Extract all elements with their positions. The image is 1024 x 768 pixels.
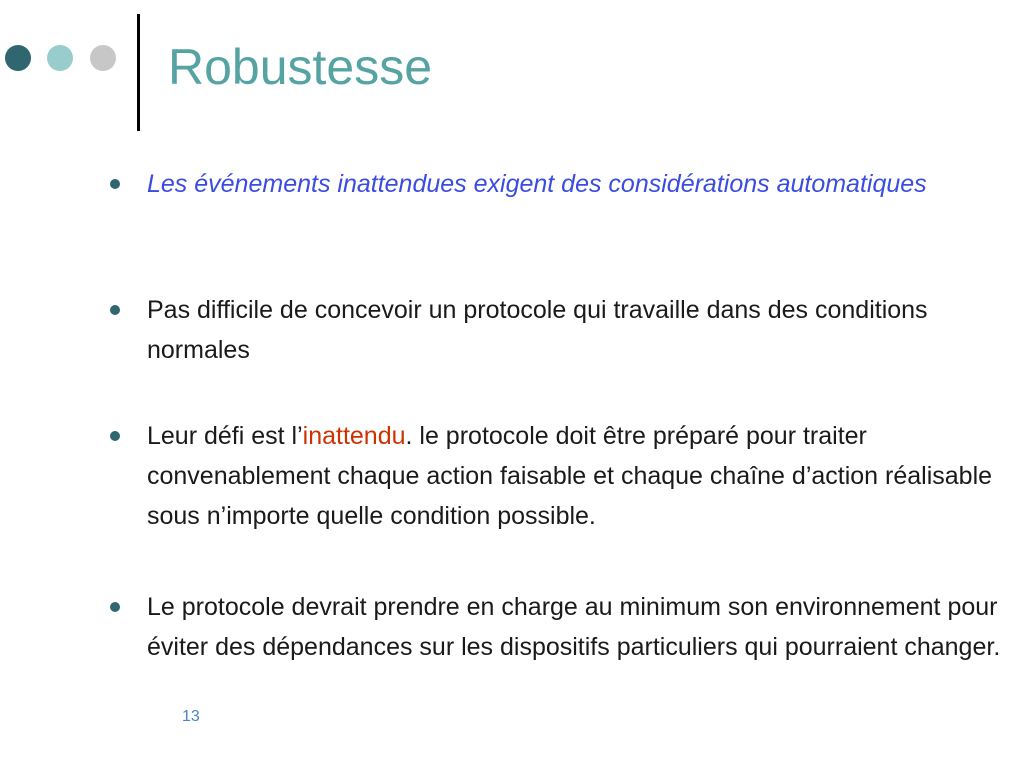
page-number: 13 xyxy=(182,708,200,725)
bullet-text: Les événements inattendues exigent des considérations automatiques xyxy=(147,170,927,198)
bullet-item xyxy=(147,164,1017,204)
bullet-item xyxy=(147,290,1017,370)
bullet-item xyxy=(147,587,1017,667)
bullet-text-after: . le protocole doit être préparé pour traiter convenablement chaque action faisable et chaque chaîne d’action réalisable sous n’importe quelle condition possible. xyxy=(147,422,993,530)
bullet-dot-icon xyxy=(110,431,120,441)
bullet-dot-icon xyxy=(110,179,120,189)
bullet-dot-icon xyxy=(110,305,120,315)
bullet-text: Pas difficile de concevoir un protocole qui travaille dans des conditions normales xyxy=(147,296,928,364)
bullet-text-before: Leur défi est l’ xyxy=(147,422,303,450)
highlighted-word: inattendu xyxy=(302,422,406,450)
bullet-dot-icon xyxy=(110,602,120,612)
bullet-item xyxy=(147,416,1017,536)
bullet-text: Le protocole devrait prendre en charge au minimum son environnement pour éviter des dépendances sur les dispositifs particuliers qui pourraient changer. xyxy=(147,593,1001,661)
slide-title: Robustesse xyxy=(168,39,433,95)
bullet-text xyxy=(147,422,992,530)
